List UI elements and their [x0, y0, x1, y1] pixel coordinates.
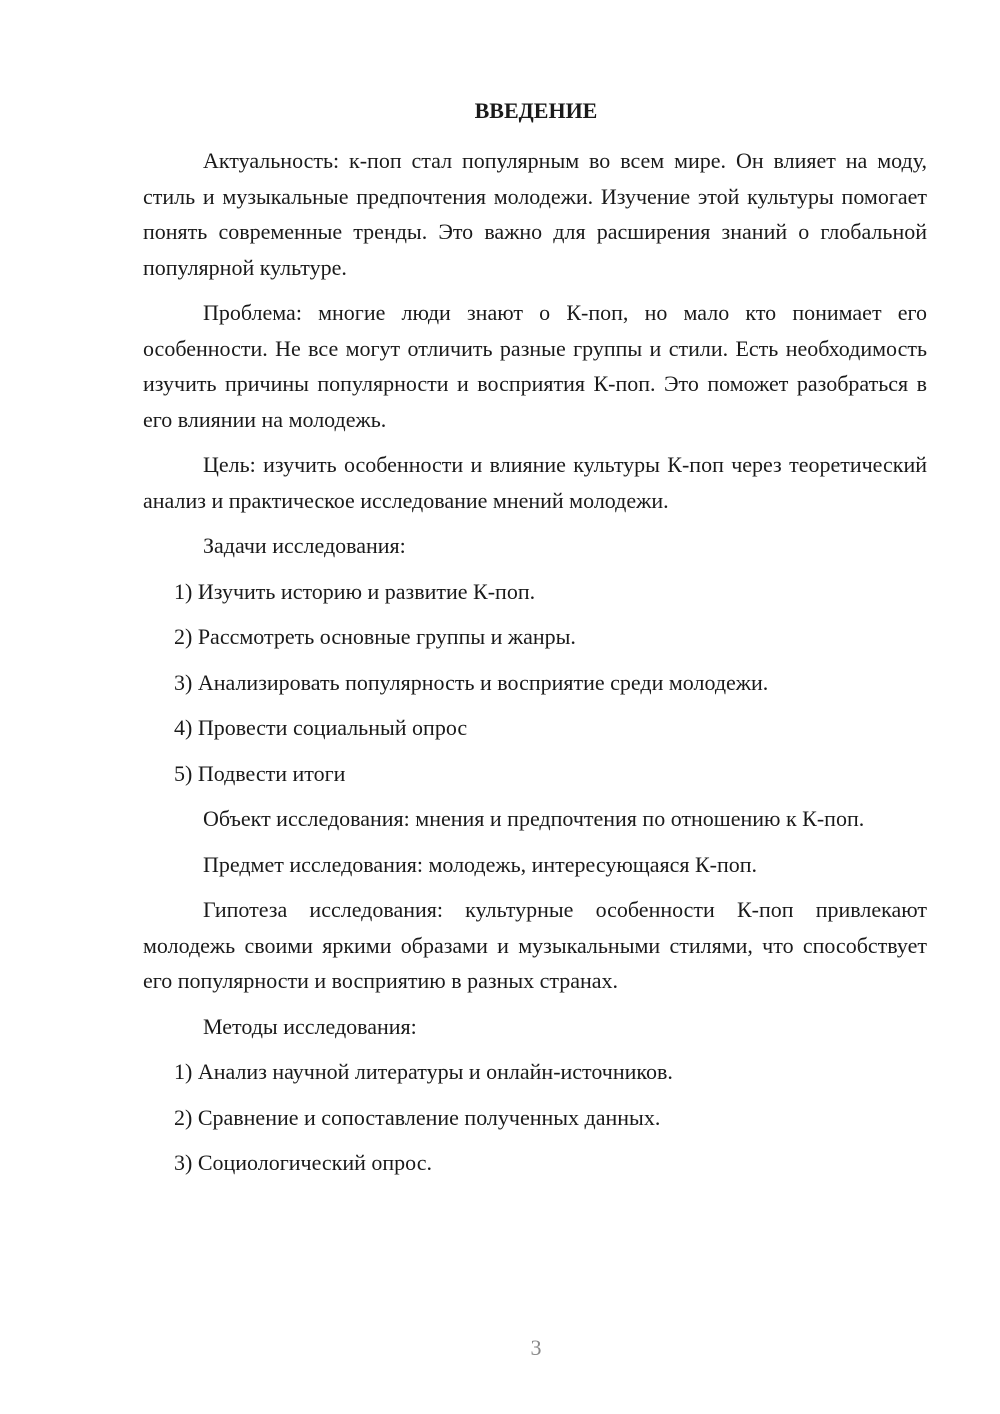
method-item: 2) Сравнение и сопоставление полученных данных.	[174, 1104, 661, 1130]
method-item: 1) Анализ научной литературы и онлайн-источников.	[174, 1059, 673, 1084]
methods-list	[143, 1054, 927, 1181]
tasks-list	[143, 574, 927, 792]
goal-paragraph: Цель: изучить особенности и влияние культуры К-поп через теоретический анализ и практическое исследование мнений молодежи.	[143, 452, 927, 513]
problem-paragraph: Проблема: многие люди знают о К-поп, но мало кто понимает его особенности. Не все могут отличить разные группы и стили. Есть необходимость изучить причины популярности и восприятия К-поп. Это поможет разобраться в его влиянии на молодежь.	[143, 300, 927, 432]
section-heading: ВВЕДЕНИЕ	[474, 98, 598, 123]
document-body	[143, 143, 927, 1191]
task-item: 1) Изучить историю и развитие К-поп.	[174, 578, 536, 604]
methods-title: Методы исследования:	[203, 1013, 417, 1039]
relevance-paragraph: Актуальность: к-поп стал популярным во всем мире. Он влияет на моду, стиль и музыкальные предпочтения молодежи. Изучение этой культуры помогает понять современные тренды. Это важно для расширения знаний о глобальной популярной культуре.	[143, 148, 927, 280]
page-number: 3	[530, 1335, 542, 1360]
task-item: 4) Провести социальный опрос	[174, 715, 468, 740]
subject-paragraph: Предмет исследования: молодежь, интересующаяся К-поп.	[203, 851, 758, 877]
method-item: 3) Социологический опрос.	[174, 1150, 432, 1175]
object-paragraph: Объект исследования: мнения и предпочтения по отношению к К-поп.	[203, 806, 865, 831]
hypothesis-paragraph: Гипотеза исследования: культурные особенности К-поп привлекают молодежь своими яркими образами и музыкальными стилями, что способствует его популярности и восприятию в разных странах.	[143, 897, 927, 993]
task-item: 3) Анализировать популярность и восприятие среди молодежи.	[174, 669, 769, 695]
task-item: 5) Подвести итоги	[174, 760, 346, 786]
tasks-title: Задачи исследования:	[203, 533, 406, 558]
task-item: 2) Рассмотреть основные группы и жанры.	[174, 624, 576, 649]
